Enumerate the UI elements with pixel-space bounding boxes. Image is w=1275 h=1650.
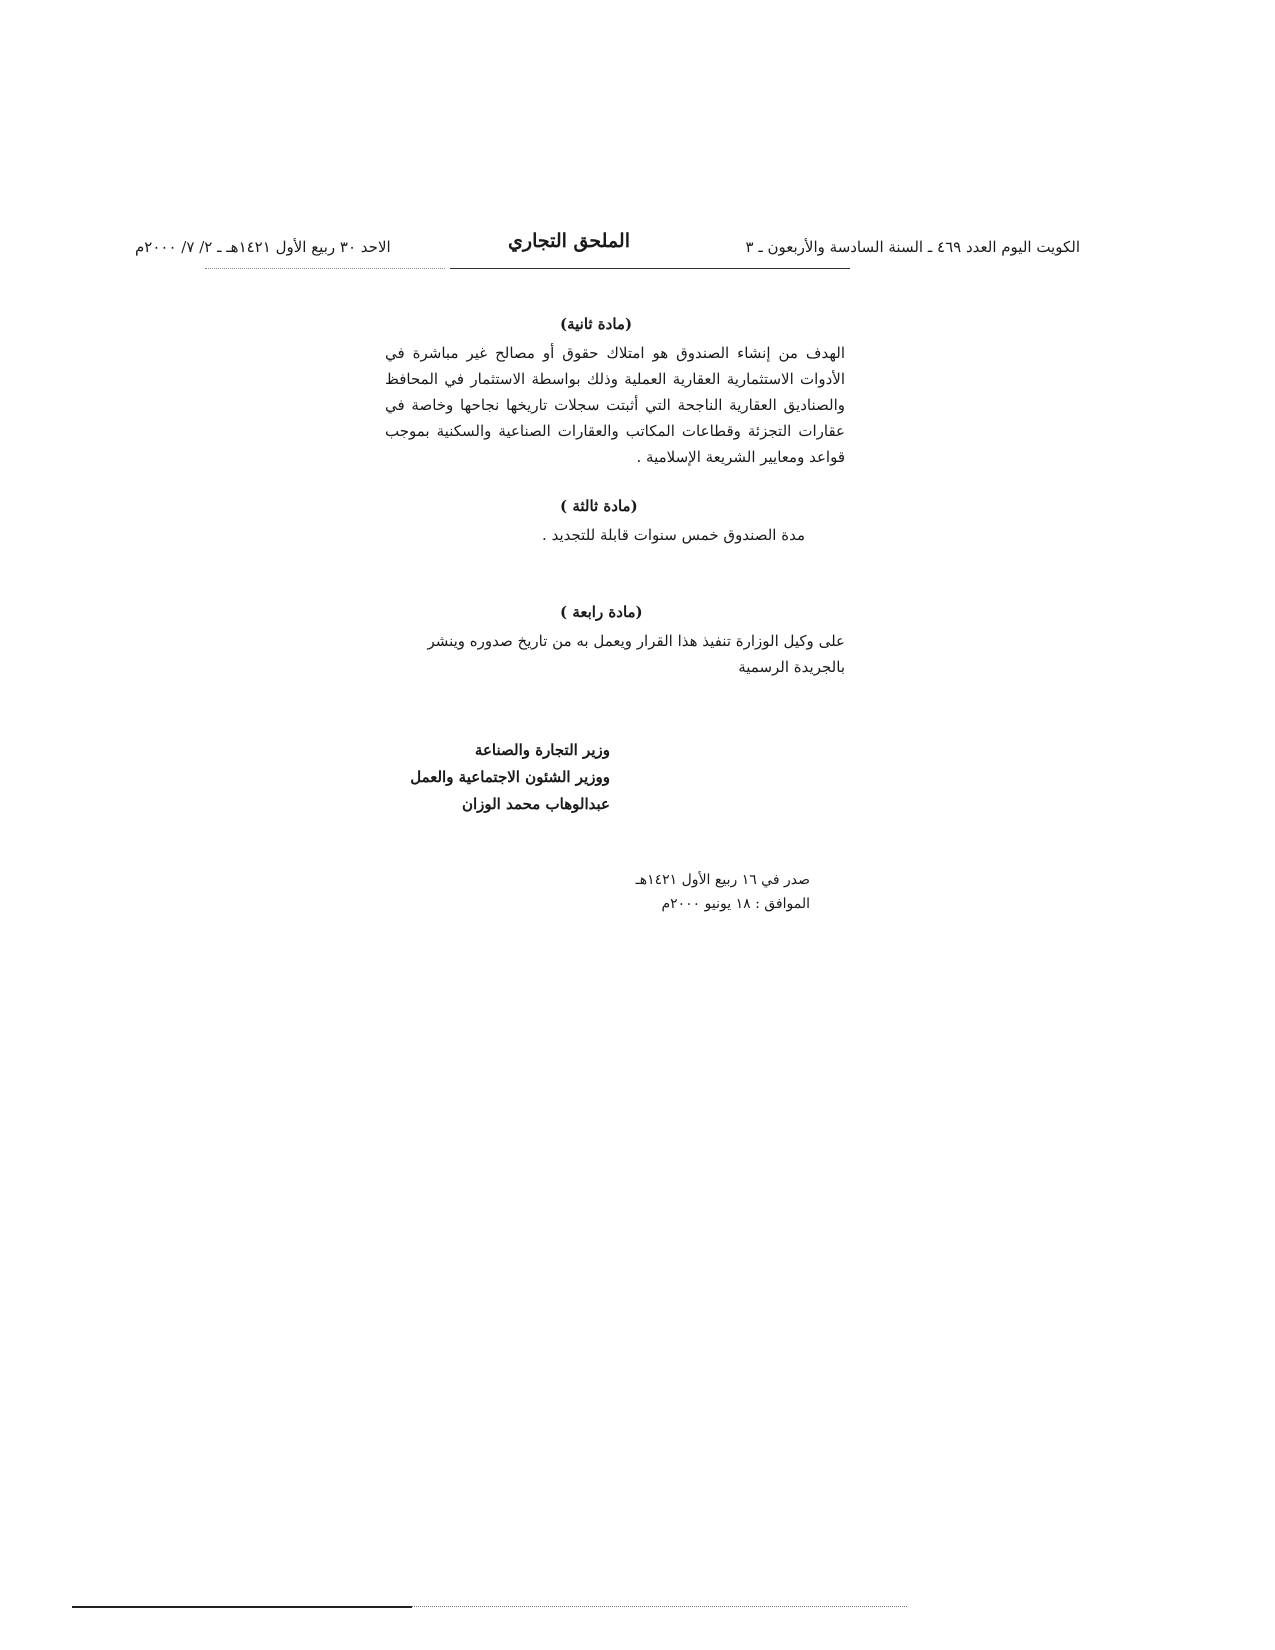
header-title: الملحق التجاري (508, 230, 630, 252)
article-4-text: على وكيل الوزارة تنفيذ هذا القرار ويعمل به من تاريخ صدوره وينشر بالجريدة الرسمية (427, 632, 845, 676)
issue-date-hijri: صدر في ١٦ ربيع الأول ١٤٢١هـ (635, 872, 810, 888)
header-rule-dotted (205, 268, 445, 269)
header-issue-info: الكويت اليوم العدد ٤٦٩ ـ السنة السادسة والأربعون ـ ٣ (745, 238, 1080, 256)
article-2-text: الهدف من إنشاء الصندوق هو امتلاك حقوق أو مصالح غير مباشرة في الأدوات الاستثمارية العقارية العملية وذلك بواسطة الاستثمار في المحافظ والصناديق العقارية الناجحة التي أثبتت سجلات تاريخها نجاحها وخاصة في عقارات التجزئة وقطاعات المكاتب والعقارات الصناعية والسكنية بموجب قواعد ومعايير الشريعة الإسلامية . (385, 344, 845, 466)
issue-date-gregorian: الموافق : ١٨ يونيو ٢٠٠٠م (661, 896, 810, 912)
page-header (135, 230, 1080, 270)
article-3-text: مدة الصندوق خمس سنوات قابلة للتجديد . (542, 526, 805, 544)
header-rule (450, 268, 850, 269)
footer-rule-dotted (412, 1606, 907, 1607)
article-3-title: (مادة ثالثة ) (560, 497, 638, 515)
issue-date-block (585, 868, 810, 916)
signature-name: عبدالوهاب محمد الوزان (461, 795, 610, 813)
header-date: الاحد ٣٠ ربيع الأول ١٤٢١هـ ـ ٢/ ٧/ ٢٠٠٠م (135, 238, 391, 256)
article-2-title: (مادة ثانية) (560, 315, 633, 333)
article-4-title: (مادة رابعة ) (560, 603, 643, 621)
signature-line-2: ووزير الشئون الاجتماعية والعمل (410, 768, 610, 786)
signature-line-1: وزير التجارة والصناعة (474, 741, 610, 759)
signature-block (385, 737, 610, 818)
footer-rule (72, 1606, 412, 1608)
